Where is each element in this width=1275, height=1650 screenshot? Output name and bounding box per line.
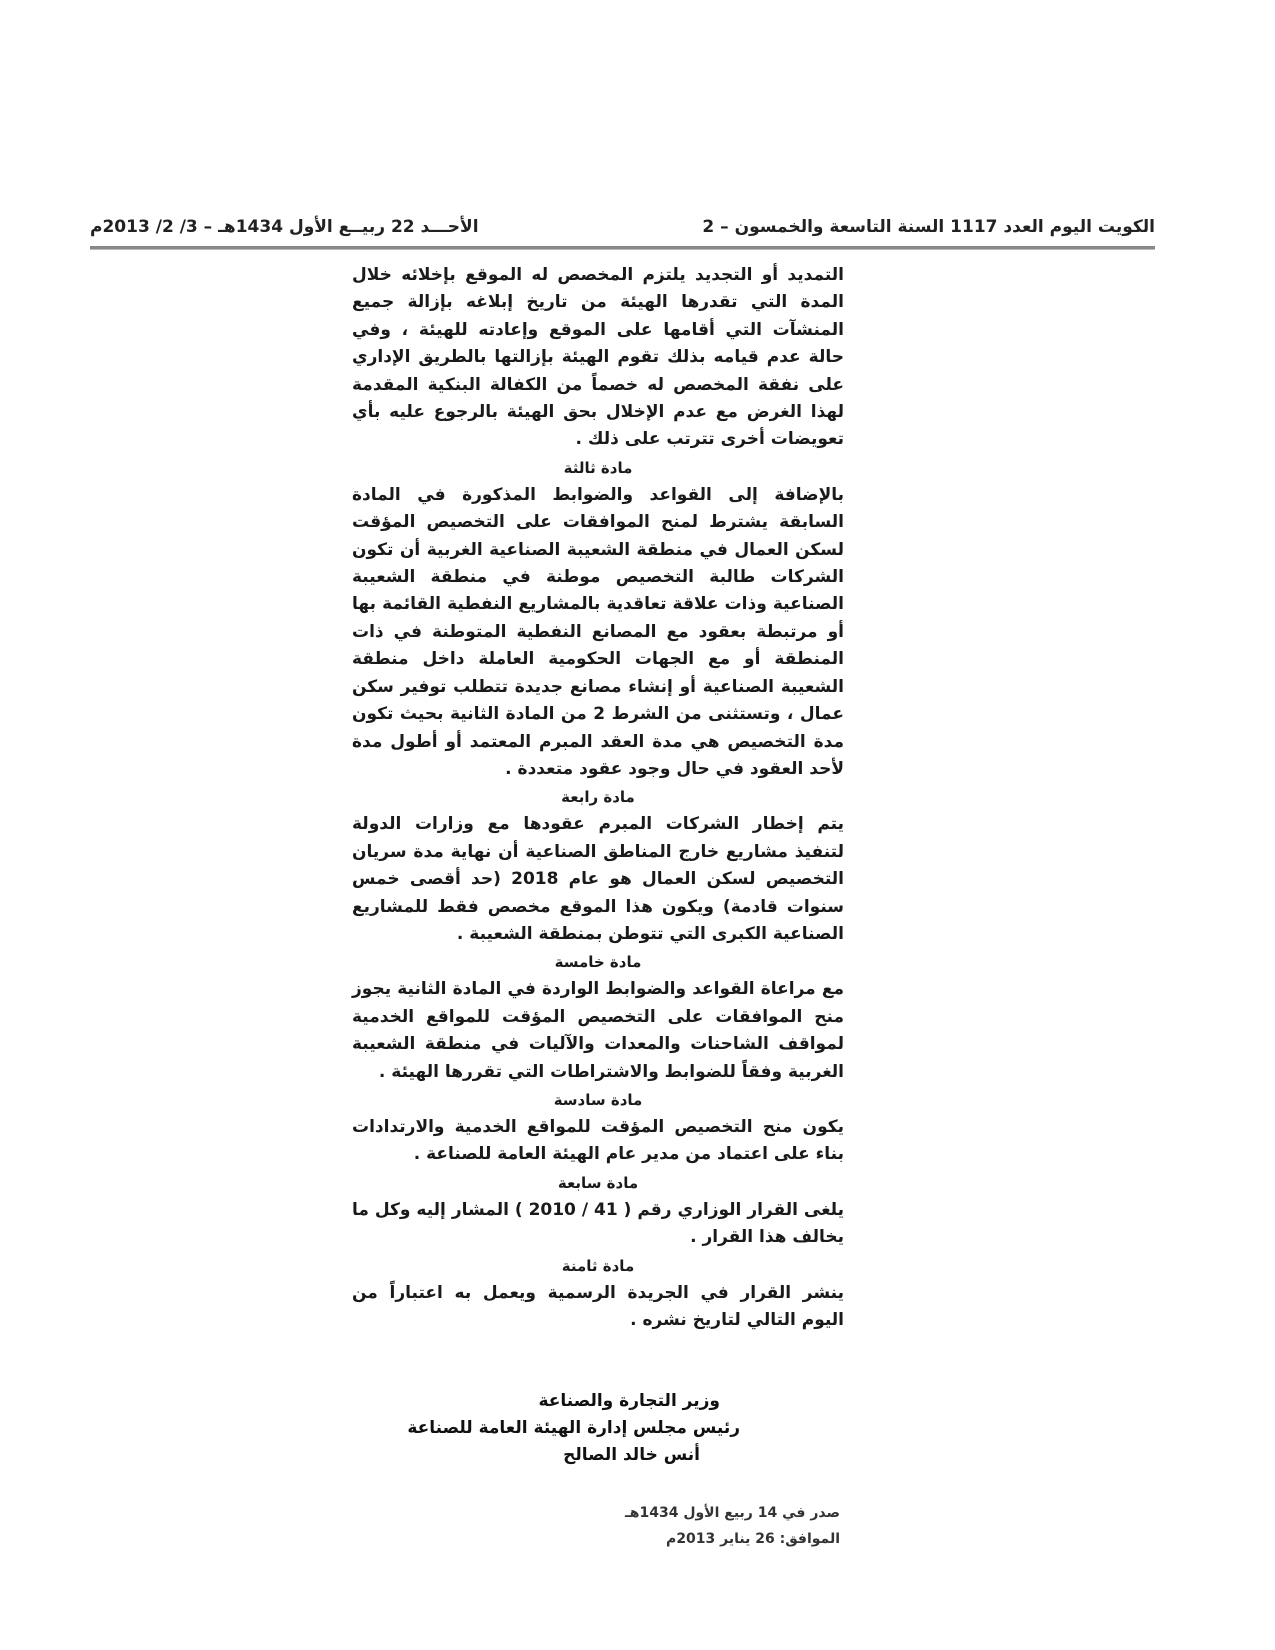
header-date: الأحـــد 22 ربيــع الأول 1434هـ – 3/ 2/ 2013م bbox=[90, 217, 479, 237]
article-3-text: بالإضافة إلى القواعد والضوابط المذكورة في المادة السابقة يشترط لمنح الموافقات على التخصيص المؤقت لسكن العمال في منطقة الشعيبة الصناعية الغربية أن تكون الشركات طالبة التخصيص موطنة في منطقة الشعيبة الصناعية وذات علاقة تعاقدية بالمشاريع النفطية القائمة بها أو مرتبطة بعقود مع المصانع النفطية المتوطنة في ذات المنطقة أو مع الجهات الحكومية العاملة داخل منطقة الشعيبة الصناعية أو إنشاء مصانع جديدة تتطلب توفير سكن عمال ، وتستثنى من الشرط 2 من المادة الثانية بحيث تكون مدة التخصيص هي مدة العقد المبرم المعتمد أو أطول مدة لأحد العقود في حال وجود عقود متعددة . bbox=[352, 484, 844, 779]
article-5-text: مع مراعاة القواعد والضوابط الواردة في المادة الثانية يجوز منح الموافقات على التخصيص المؤقت للمواقع الخدمية لمواقف الشاحنات والمعدات والآليات في منطقة الشعيبة الغربية وفقاً للضوابط والاشتراطات التي تقررها الهيئة . bbox=[352, 979, 844, 1082]
article-3-title: مادة ثالثة bbox=[563, 458, 633, 477]
header-issue-info: الكويت اليوم العدد 1117 السنة التاسعة والخمسون – 2 bbox=[702, 217, 1155, 237]
header-divider bbox=[90, 246, 1155, 250]
article-5-title: مادة خامسة bbox=[554, 953, 642, 972]
article-7-title: مادة سابعة bbox=[557, 1173, 639, 1192]
article-4-text: يتم إخطار الشركات المبرم عقودها مع وزارات الدولة لتنفيذ مشاريع خارج المناطق الصناعية أن نهاية مدة سريان التخصيص لسكن العمال هو عام 2018 (حد أقصى خمس سنوات قادمة) ويكون هذا الموقع مخصص فقط للمشاريع الصناعية الكبرى التي تتوطن بمنطقة الشعيبة . bbox=[352, 814, 844, 944]
issued-gregorian-date: الموافق: 26 يناير 2013م bbox=[666, 1531, 840, 1547]
article-7-text: يلغى القرار الوزاري رقم ( 41 / 2010 ) المشار إليه وكل ما يخالف هذا القرار . bbox=[352, 1199, 845, 1248]
document-body bbox=[352, 262, 844, 1334]
article-8-text: ينشر القرار في الجريدة الرسمية ويعمل به اعتباراً من اليوم التالي لتاريخ نشره . bbox=[352, 1282, 844, 1330]
issue-date-block bbox=[600, 1500, 840, 1552]
signatory-name: أنس خالد الصالح bbox=[563, 1445, 700, 1465]
signature-block bbox=[380, 1388, 740, 1469]
article-4-title: مادة رابعة bbox=[561, 788, 635, 807]
article-6-text: يكون منح التخصيص المؤقت للمواقع الخدمية والارتدادات بناء على اعتماد من مدير عام الهيئة العامة للصناعة . bbox=[352, 1116, 844, 1165]
page-header bbox=[90, 210, 1155, 244]
article-8-title: مادة ثامنة bbox=[561, 1256, 635, 1275]
article-6-title: مادة سادسة bbox=[553, 1090, 643, 1109]
signatory-title: وزير التجارة والصناعة bbox=[538, 1391, 720, 1411]
issued-hijri-date: صدر في 14 ربيع الأول 1434هـ bbox=[624, 1505, 840, 1521]
paragraph-continued: التمديد أو التجديد يلتزم المخصص له الموقع بإخلائه خلال المدة التي تقدرها الهيئة من تاريخ إبلاغه بإزالة جميع المنشآت التي أقامها على الموقع وإعادته للهيئة ، وفي حالة عدم قيامه بذلك تقوم الهيئة بإزالتها بالطريق الإداري على نفقة المخصص له خصماً من الكفالة البنكية المقدمة لهذا الغرض مع عدم الإخلال بحق الهيئة بالرجوع عليه بأي تعويضات أخرى تترتب على ذلك . bbox=[352, 265, 844, 450]
signatory-position: رئيس مجلس إدارة الهيئة العامة للصناعة bbox=[407, 1418, 740, 1438]
